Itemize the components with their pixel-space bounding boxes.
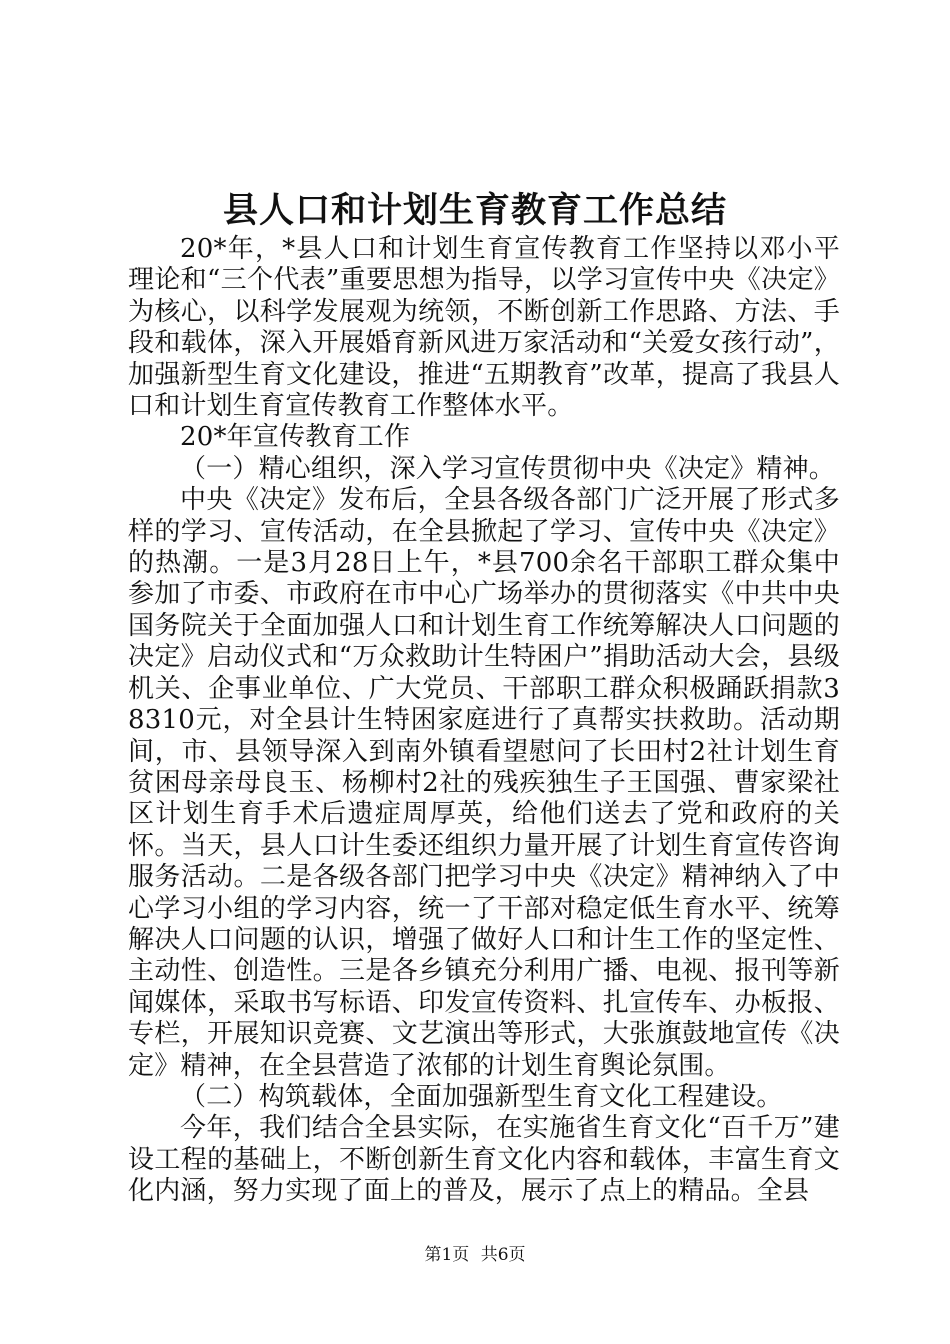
document-title: 县人口和计划生育教育工作总结: [222, 191, 727, 231]
page-total: 共6页: [480, 1245, 526, 1265]
body-paragraph-1: 中央《决定》发布后，全县各级各部门广泛开展了形式多样的学习、宣传活动，在全县掀起了学习、宣传中央《决定》的热潮。一是3月28日上午，*县700余名干部职工群众集中参加了市委、市政府在市中心广场举办的贯彻落实《中共中央国务院关于全面加强人口和计划生育工作统筹解决人口问题的决定》启动仪式和“万众救助计生特困户”捐助活动大会，县级机关、企事业单位、广大党员、干部职工群众积极踊跃捐款38310元，对全县计生特困家庭进行了真帮实扶救助。活动期间，市、县领导深入到南外镇看望慰问了长田村2社计划生育贫困母亲母良玉、杨柳村2社的残疾独生子王国强、曹家梁社区计划生育手术后遗症周厚英，给他们送去了党和政府的关怀。当天，县人口计生委还组织力量开展了计划生育宣传咨询服务活动。二是各级各部门把学习中央《决定》精神纳入了中心学习小组的学习内容，统一了干部对稳定低生育水平、统筹解决人口问题的认识，增强了做好人口和计生工作的坚定性、主动性、创造性。三是各乡镇充分利用广播、电视、报刊等新闻媒体，采取书写标语、印发宣传资料、扎宣传车、办板报、专栏，开展知识竞赛、文艺演出等形式，大张旗鼓地宣传《决定》精神，在全县营造了浓郁的计划生育舆论氛围。: [128, 485, 840, 1081]
subsection-heading-1: （一）精心组织，深入学习宣传贯彻中央《决定》精神。: [180, 453, 836, 484]
intro-paragraph: 20*年，*县人口和计划生育宣传教育工作坚持以邓小平理论和“三个代表”重要思想为指导，以学习宣传中央《决定》为核心，以科学发展观为统领，不断创新工作思路、方法、手段和载体，深入开展婚育新风进万家活动和“关爱女孩行动”，加强新型生育文化建设，推进“五期教育”改革，提高了我县人口和计划生育宣传教育工作整体水平。: [128, 234, 840, 422]
page-number: 第1页: [424, 1245, 470, 1265]
body-paragraph-2: 今年，我们结合全县实际，在实施省生育文化“百千万”建设工程的基础上，不断创新生育文化内容和载体，丰富生育文化内涵，努力实现了面上的普及，展示了点上的精品。全县: [128, 1113, 840, 1207]
subsection-heading-2: （二）构筑载体，全面加强新型生育文化工程建设。: [180, 1081, 783, 1112]
page-footer: [0, 1244, 950, 1266]
section-heading: 20*年宣传教育工作: [180, 422, 411, 453]
document-body: [128, 234, 840, 1208]
